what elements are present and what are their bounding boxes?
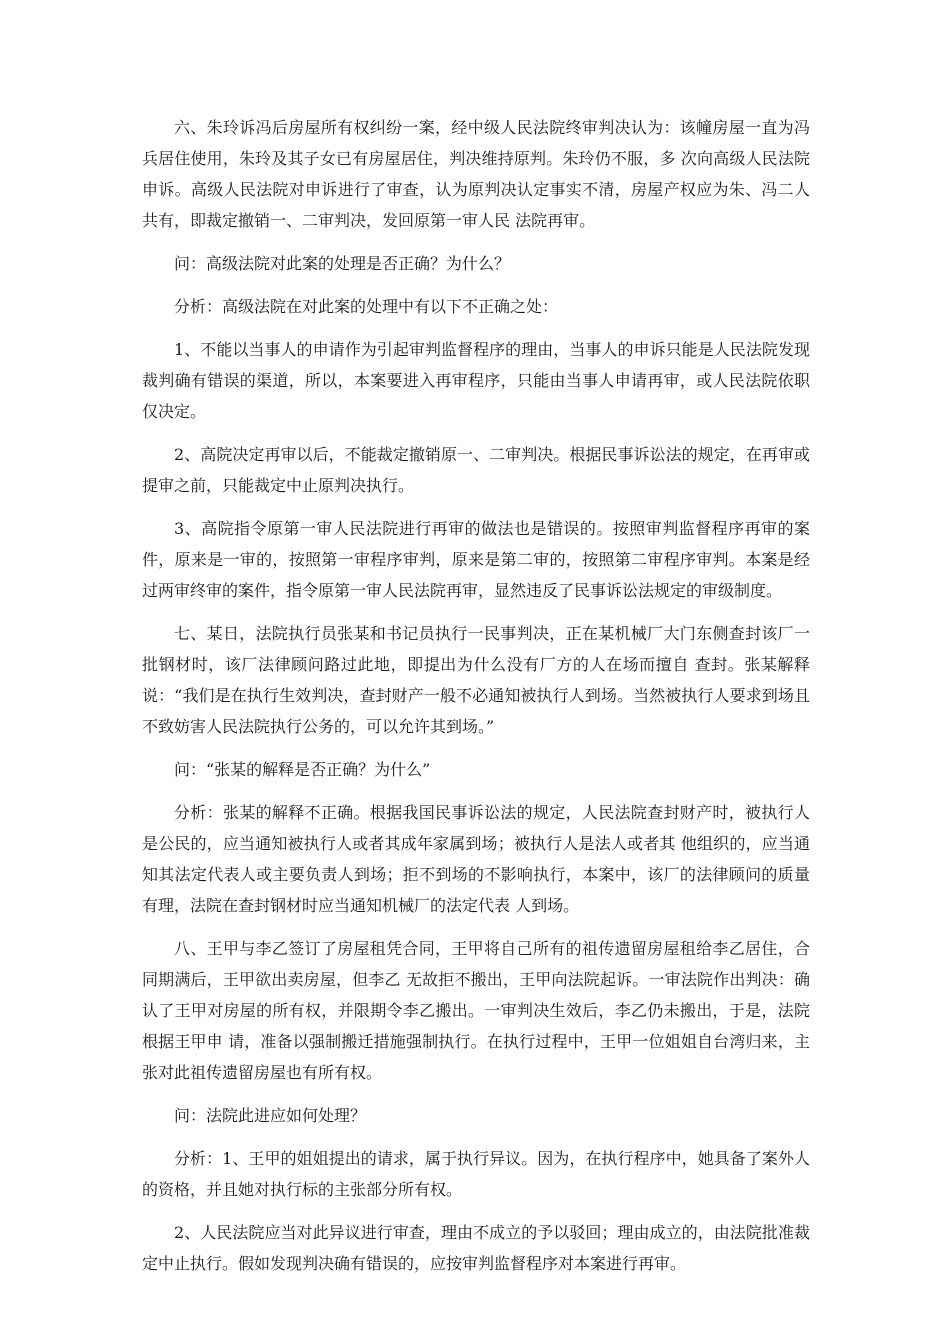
case-eight-paragraph: 八、王甲与李乙签订了房屋租凭合同，王甲将自己所有的祖传遗留房屋租给李乙居住，合同期满后，王甲欲出卖房屋，但李乙 无故拒不搬出，王甲向法院起诉。一审法院作出判决：确认了王甲对房屋的所有权，并限期令李乙搬出。一审判决生效后，李乙仍未搬出，于是，法院根据王甲申 请，准备以强制搬迁措施强制执行。在执行过程中，王甲一位姐姐自台湾归来，主张对此祖传遗留房屋也有所有权。: [142, 939, 810, 1082]
case-eight-question: 问：法院此进应如何处理？: [174, 1106, 367, 1125]
case-seven-paragraph: 七、某日，法院执行员张某和书记员执行一民事判决，正在某机械厂大门东侧查封该厂一批钢材时，该厂法律顾问路过此地，即提出为什么没有厂方的人在场而擅自 查封。张某解释说：“我们是在执行生效判决，查封财产一般不必通知被执行人到场。当然被执行人要求到场且不致妨害人民法院执行公务的，可以允许其到场。”: [142, 624, 810, 736]
case-six-paragraph: 六、朱玲诉冯后房屋所有权纠纷一案，经中级人民法院终审判决认为：该幢房屋一直为冯兵居住使用，朱玲及其子女已有房屋居住，判决维持原判。朱玲仍不服，多 次向高级人民法院申诉。高级人民法院对申诉进行了审查，认为原判决认定事实不清，房屋产权应为朱、冯二人共有，即裁定撤销一、二审判决，发回原第一审人民 法院再审。: [142, 118, 810, 230]
case-six-point-3: 3、高院指令原第一审人民法院进行再审的做法也是错误的。按照审判监督程序再审的案件，原来是一审的，按照第一审程序审判，原来是第二审的，按照第二审程序审判。本案是经过两审终审的案件，指令原第一审人民法院再审，显然违反了民事诉讼法规定的审级制度。: [142, 519, 810, 600]
case-seven-question: 问：“张某的解释是否正确？为什么”: [174, 760, 431, 779]
case-eight-analysis-2: 2、人民法院应当对此异议进行审查，理由不成立的予以驳回；理由成立的，由法院批准裁定中止执行。假如发现判决确有错误的，应按审判监督程序对本案进行再审。: [142, 1223, 810, 1273]
case-seven-analysis: 分析：张某的解释不正确。根据我国民事诉讼法的规定，人民法院查封财产时，被执行人是公民的，应当通知被执行人或者其成年家属到场；被执行人是法人或者其 他组织的，应当通知其法定代表人或主要负责人到场；拒不到场的不影响执行，本案中，该厂的法律顾问的质量有理，法院在查封钢材时应当通知机械厂的法定代表 人到场。: [142, 803, 810, 915]
case-six-point-1: 1、不能以当事人的申请作为引起审判监督程序的理由，当事人的申诉只能是人民法院发现裁判确有错误的渠道，所以，本案要进入再审程序，只能由当事人申请再审，或人民法院依职仅决定。: [142, 340, 810, 421]
case-six-analysis-intro: 分析：高级法院在对此案的处理中有以下不正确之处：: [174, 297, 559, 316]
case-six-question: 问：高级法院对此案的处理是否正确？为什么？: [174, 254, 511, 273]
case-eight-analysis-1: 分析：1、王甲的姐姐提出的请求，属于执行异议。因为，在执行程序中，她具备了案外人的资格，并且她对执行标的主张部分所有权。: [142, 1149, 810, 1199]
case-six-point-2: 2、高院决定再审以后，不能裁定撤销原一、二审判决。根据民事诉讼法的规定，在再审或提审之前，只能裁定中止原判决执行。: [142, 445, 810, 495]
document-body: [142, 112, 810, 1291]
